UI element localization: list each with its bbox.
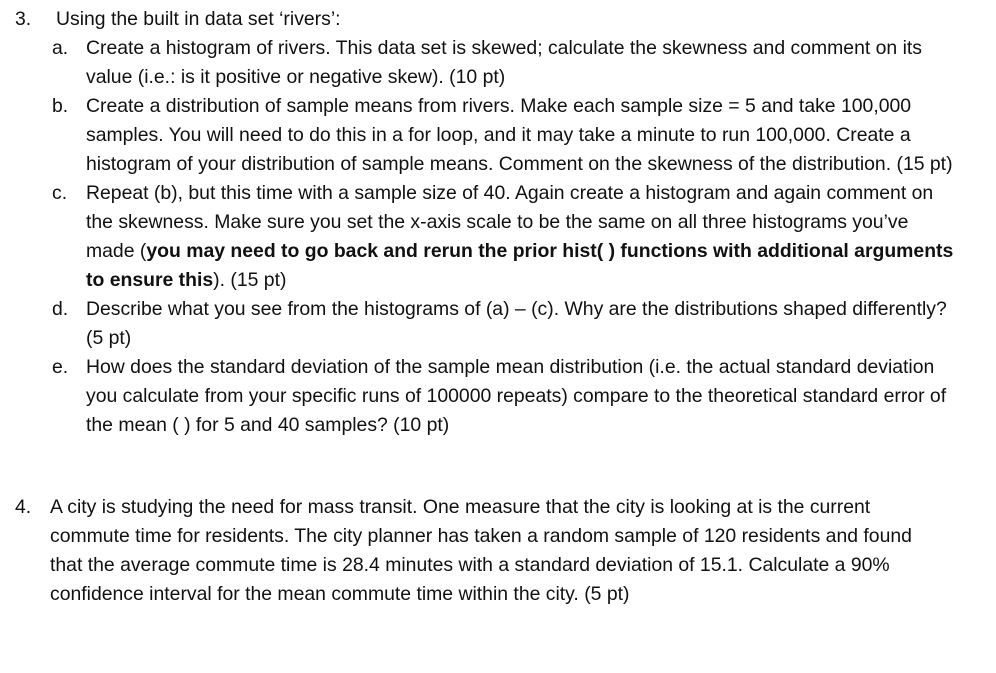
subpart-text: Create a distribution of sample means from rivers. Make each sample size = 5 and take 100,000 samples. You will need to do this in a for loop, and it may take a minute to run 100,000. Create a histogram of your distribution of sample means. Comment on the skewness of the distribution. (15 pt) [86, 95, 953, 175]
subpart-text-bold: you may need to go back and rerun the prior hist( ) functions with additional arguments to ensure this [86, 240, 954, 291]
subpart-e [0, 353, 996, 440]
subpart-letter: b. [52, 95, 69, 117]
question-intro: Using the built in data set ‘rivers’: [56, 8, 341, 30]
question-3-subparts [0, 34, 996, 440]
subpart-text: Create a histogram of rivers. This data set is skewed; calculate the skewness and comment on its value (i.e.: is it positive or negative skew). (10 pt) [86, 37, 922, 88]
subpart-d [0, 295, 996, 353]
question-number: 3. [15, 8, 32, 30]
subpart-letter: c. [52, 182, 68, 204]
subpart-letter: e. [52, 356, 69, 378]
question-text: A city is studying the need for mass transit. One measure that the city is looking at is the current commute time for residents. The city planner has taken a random sample of 120 residents and found that the average commute time is 28.4 minutes with a standard deviation of 15.1. Calculate a 90% confidence interval for the mean commute time within the city. (5 pt) [50, 496, 912, 605]
subpart-text: Describe what you see from the histograms of (a) – (c). Why are the distributions shaped differently? (5 pt) [86, 298, 947, 349]
subpart-a [0, 34, 996, 92]
subpart-text: How does the standard deviation of the sample mean distribution (i.e. the actual standard deviation you calculate from your specific runs of 100000 repeats) compare to the theoretical standard error of the mean ( ) for 5 and 40 samples? (10 pt) [86, 356, 947, 436]
subpart-text [86, 179, 954, 295]
subpart-letter: d. [52, 298, 69, 320]
subpart-text-start: Repeat (b), but this time with a sample size of 40. Again create a histogram and again comment on the skewness. Make sure you set the x-axis scale to be the same on all three histograms you’ve made ( [86, 182, 934, 262]
question-number: 4. [15, 496, 32, 518]
subpart-c [0, 179, 996, 295]
subpart-letter: a. [52, 37, 69, 59]
subpart-text-end: ). (15 pt) [213, 269, 287, 291]
subpart-b [0, 92, 996, 179]
